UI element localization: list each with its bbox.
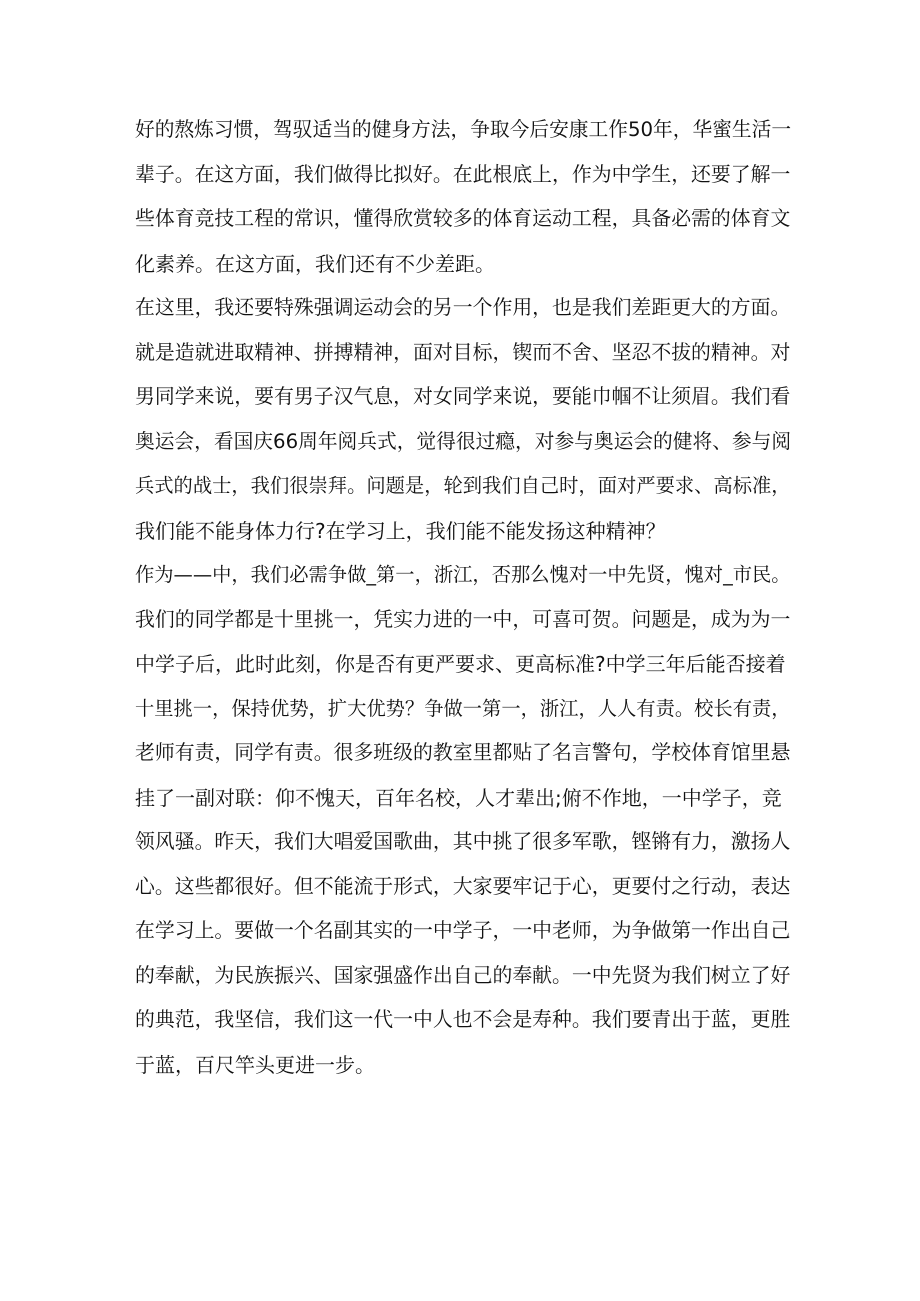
text-line: 辈子。在这方面，我们做得比拟好。在此根底上，作为中学生，还要了解一 (135, 162, 791, 186)
paragraph-3 (135, 553, 791, 1087)
text-line: 作为——中，我们必需争做_第一，浙江，否那么愧对一中先贤，愧对_市民。 (135, 563, 791, 586)
text-line: 就是造就进取精神、拼搏精神，面对目标，锲而不舍、坚忍不拔的精神。对 (135, 340, 791, 364)
text-line: 老师有责，同学有责。很多班级的教室里都贴了名言警句，学校体育馆里悬 (135, 741, 791, 764)
text-line: 好的熬炼习惯，驾驭适当的健身方法，争取今后安康工作50年，华蜜生活一 (135, 118, 792, 141)
text-line: 男同学来说，要有男子汉气息，对女同学来说，要能巾帼不让须眉。我们看 (135, 385, 791, 408)
text-line: 化素养。在这方面，我们还有不少差距。 (135, 251, 495, 276)
text-line: 的奉献，为民族振兴、国家强盛作出自己的奉献。一中先贤为我们树立了好 (135, 963, 791, 987)
text-line: 些体育竞技工程的常识，懂得欣赏较多的体育运动工程，具备必需的体育文 (135, 207, 791, 230)
text-line: 心。这些都很好。但不能流于形式，大家要牢记于心，更要付之行动，表达 (135, 874, 791, 898)
text-line: 我们能不能身体力行?在学习上，我们能不能发扬这种精神？ (135, 518, 666, 543)
text-line: 我们的同学都是十里挑一，凭实力进的一中，可喜可贺。问题是，成为为一 (135, 607, 791, 631)
text-line: 挂了一副对联：仰不愧天，百年名校，人才辈出;俯不作地，一中学子，竞 (135, 785, 782, 810)
text-line: 的典范，我坚信，我们这一代一中人也不会是寿种。我们要青出于蓝，更胜 (135, 1008, 791, 1031)
text-line: 于蓝，百尺竿头更进一步。 (135, 1052, 375, 1077)
text-line: 中学子后，此时此刻，你是否有更严要求、更高标准?中学三年后能否接着 (135, 652, 786, 676)
paragraph-2 (135, 286, 791, 553)
text-line: 在学习上。要做一个名副其实的一中学子，一中老师，为争做第一作出自己 (135, 919, 791, 942)
text-line: 领风骚。昨天，我们大唱爱国歌曲，其中挑了很多军歌，铿锵有力，激扬人 (135, 830, 791, 853)
text-line: 十里挑一，保持优势，扩大优势？争做一第一，浙江，人人有责。校长有责， (135, 696, 791, 720)
text-line: 在这里，我还要特殊强调运动会的另一个作用，也是我们差距更大的方面。 (135, 296, 791, 319)
document-body (135, 108, 791, 1087)
paragraph-1 (135, 108, 791, 286)
text-line: 奥运会，看国庆66周年阅兵式，觉得很过瘾，对参与奥运会的健将、参与阅 (135, 429, 792, 453)
text-line: 兵式的战士，我们很崇拜。问题是，轮到我们自己时，面对严要求、高标准， (135, 474, 791, 497)
